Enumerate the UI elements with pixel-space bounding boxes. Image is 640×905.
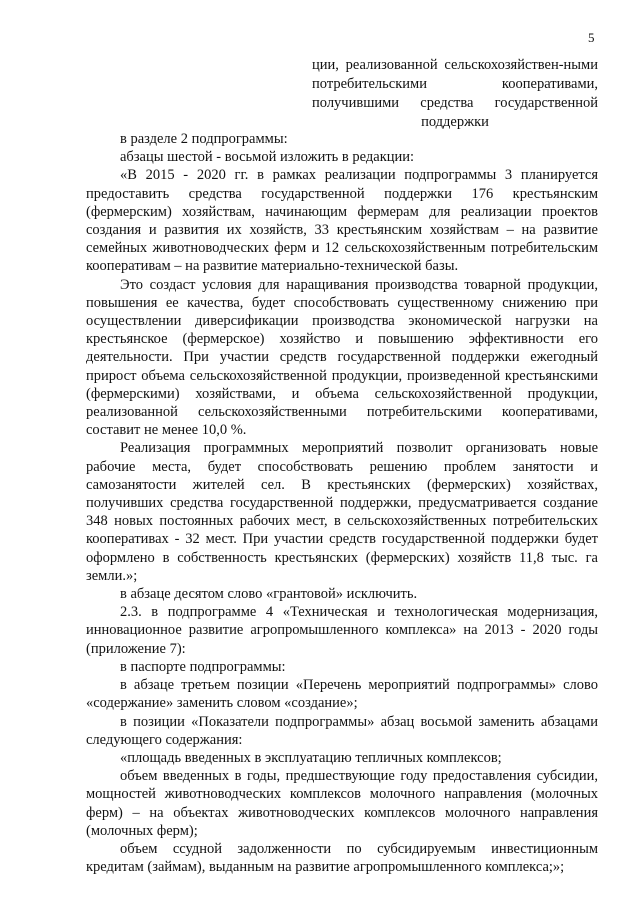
page-number: 5 bbox=[588, 30, 595, 45]
paragraph: в разделе 2 подпрограммы: bbox=[120, 131, 288, 147]
paragraph: Это создаст условия для наращивания производства товарной продукции, повышения ее качества, будет способствовать существенному снижению при осуществлении диверсификации производства экономической нагрузки на крестьянское (фермерское) хозяйство и повышению эффективности его деятельности. При участии средств государственной поддержки ежегодный прирост объема сельскохозяйственной продукции, произведенной крестьянскими (фермерскими) хозяйствами, и объема сельскохозяйственной продукции, реализованной сельскохозяйственными потребительскими кооперативами, составит не менее 10,0 %. bbox=[86, 276, 598, 439]
paragraph: в паспорте подпрограммы: bbox=[120, 658, 286, 675]
table-cell-fragment: ции, реализованной сельскохозяйствен-ными потребительскими кооперативами, получившими средства государственной поддержки bbox=[312, 57, 598, 130]
paragraph: Реализация программных мероприятий позволит организовать новые рабочие места, будет способствовать решению проблем занятости и самозанятости жителей сел. В крестьянских (фермерских) хозяйствах, получивших средства государственной поддержки, предусматривается создание 348 новых постоянных рабочих мест, в сельскохозяйственных потребительских кооперативах - 32 мест. При участии средств государственной поддержки будет оформлено в собственность крестьянских (фермерских) хозяйств 11,8 тыс. га земли.»; bbox=[86, 440, 598, 584]
paragraph: в абзаце десятом слово «грантовой» исключить. bbox=[120, 586, 418, 603]
paragraph: абзацы шестой - восьмой изложить в редакции: bbox=[120, 149, 415, 166]
paragraph: в абзаце третьем позиции «Перечень мероприятий подпрограммы» слово «содержание» заменить словом «создание»; bbox=[86, 677, 598, 712]
paragraph: «площадь введенных в эксплуатацию тепличных комплексов; bbox=[120, 749, 502, 766]
paragraph: «В 2015 - 2020 гг. в рамках реализации подпрограммы 3 планируется предоставить средства государственной поддержки 176 крестьянским (фермерским) хозяйствам, начинающим фермерам для реализации проектов создания и развития их хозяйств, 33 крестьянским хозяйствам – на развитие семейных животноводческих ферм и 12 сельскохозяйственным потребительским кооперативам – на развитие материально-технической базы. bbox=[86, 167, 598, 275]
paragraph: объем ссудной задолженности по субсидируемым инвестиционным кредитам (займам), выданным на развитие агропромышленного комплекса;»; bbox=[86, 840, 598, 876]
paragraph: в позиции «Показатели подпрограммы» абзац восьмой заменить абзацами следующего содержания: bbox=[86, 713, 598, 748]
paragraph: объем введенных в годы, предшествующие году предоставления субсидии, мощностей животноводческих комплексов молочного направления (молочных ферм) – на объектах животноводческих комплексов молочного направления (молочных ферм); bbox=[86, 768, 598, 839]
document-body bbox=[86, 130, 598, 876]
paragraph: 2.3. в подпрограмме 4 «Техническая и технологическая модернизация, инновационное развитие агропромышленного комплекса» на 2013 - 2020 годы (приложение 7): bbox=[86, 604, 598, 657]
